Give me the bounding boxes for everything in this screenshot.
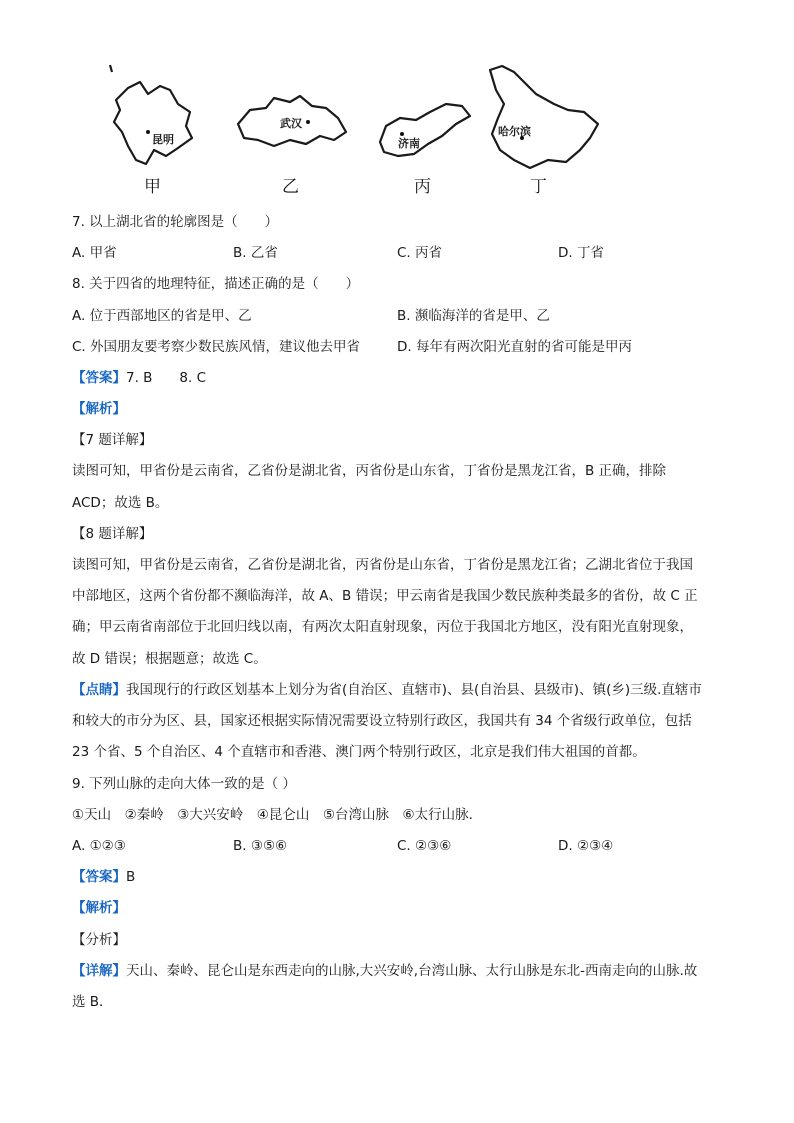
map-jia <box>98 60 202 180</box>
answer-9 <box>72 868 135 886</box>
detail9-first-line <box>72 962 697 980</box>
detail8-heading: 【8 题详解】 <box>72 526 153 542</box>
detail9-text: 天山、秦岭、昆仑山是东西走向的山脉,大兴安岭,台湾山脉、太行山脉是东北-西南走向的山脉.故 <box>126 963 698 979</box>
answer-7-8 <box>72 369 206 387</box>
map-bing <box>376 96 476 166</box>
q9-option-a: A. ①②③ <box>72 838 126 854</box>
q9-stem: 9. 下列山脉的走向大体一致的是（ ） <box>72 776 296 792</box>
dianjing-tag: 【点睛】 <box>72 682 126 698</box>
q9-items: ①天山 ②秦岭 ③大兴安岭 ④昆仑山 ⑤台湾山脉 ⑥太行山脉． <box>72 807 483 823</box>
city-dot <box>400 132 404 136</box>
detail8-line: 读图可知，甲省份是云南省，乙省份是湖北省，丙省份是山东省，丁省份是黑龙江省；乙湖北省位于我国 <box>72 557 693 573</box>
map-yi <box>234 88 354 158</box>
q9-option-b: B. ③⑤⑥ <box>233 838 288 854</box>
answer-tag: 【答案】 <box>72 869 126 885</box>
detail9-line: 选 B． <box>72 994 113 1010</box>
city-label: 济南 <box>398 137 420 150</box>
q9-option-c: C. ②③⑥ <box>397 838 452 854</box>
q7-option-b: B. 乙省 <box>233 245 278 261</box>
dianjing-text: 我国现行的行政区划基本上划分为省(自治区、直辖市)、县(自治县、县级市)、镇(乡)三级.直辖市 <box>126 682 702 698</box>
analysis-tag: 【解析】 <box>72 900 126 916</box>
answer-tag: 【答案】 <box>72 370 126 386</box>
map-label-yi: 乙 <box>282 177 299 197</box>
q8-option-a: A. 位于西部地区的省是甲、乙 <box>72 308 252 324</box>
q7-stem: 7. 以上湖北省的轮廓图是（ ） <box>72 214 279 230</box>
fenxi-heading: 【分析】 <box>72 932 126 948</box>
dianjing-first-line <box>72 681 702 699</box>
detail7-heading: 【7 题详解】 <box>72 432 153 448</box>
analysis-tag: 【解析】 <box>72 401 126 417</box>
q8-option-b: B. 濒临海洋的省是甲、乙 <box>397 308 550 324</box>
detail8-line: 中部地区，这两个省份都不濒临海洋，故 A、B 错误；甲云南省是我国少数民族种类最多的省份，故 C 正 <box>72 588 698 604</box>
q7-option-d: D. 丁省 <box>558 245 604 261</box>
city-label: 昆明 <box>152 133 174 146</box>
map-label-jia: 甲 <box>144 177 161 197</box>
detail7-line: ACD；故选 B。 <box>72 495 169 511</box>
dianjing-line: 和较大的市分为区、县，国家还根据实际情况需要设立特别行政区，我国共有 34 个省级行政单位，包括 <box>72 713 692 729</box>
map-ding <box>484 64 608 174</box>
q8-stem: 8. 关于四省的地理特征，描述正确的是（ ） <box>72 276 360 292</box>
answer-text: 7. B 8. C <box>126 370 207 386</box>
q7-option-a: A. 甲省 <box>72 245 117 261</box>
map-label-ding: 丁 <box>530 177 547 197</box>
detail8-line: 故 D 错误；根据题意；故选 C。 <box>72 651 267 667</box>
analysis-heading <box>72 400 126 418</box>
analysis9-heading <box>72 899 126 917</box>
shandong-outline <box>376 96 476 166</box>
city-dot <box>146 130 150 134</box>
answer-text: B <box>126 869 136 885</box>
heilongjiang-outline <box>484 64 608 174</box>
province-maps <box>96 60 616 200</box>
detail9-tag: 【详解】 <box>72 963 126 979</box>
q9-option-d: D. ②③④ <box>558 838 614 854</box>
q7-option-c: C. 丙省 <box>397 245 443 261</box>
yunnan-outline <box>98 60 202 180</box>
detail8-line: 确；甲云南省南部位于北回归线以南，有两次太阳直射现象，丙位于我国北方地区，没有阳光直射现象， <box>72 619 693 635</box>
dianjing-line: 23 个省、5 个自治区、4 个直辖市和香港、澳门两个特别行政区，北京是我们伟大祖国的首都。 <box>72 744 646 760</box>
city-label: 哈尔滨 <box>498 125 531 138</box>
city-dot <box>306 120 310 124</box>
q8-option-d: D. 每年有两次阳光直射的省可能是甲丙 <box>397 339 632 355</box>
q8-option-c: C. 外国朋友要考察少数民族风情，建议他去甲省 <box>72 339 361 355</box>
city-label: 武汉 <box>280 117 302 130</box>
detail7-line: 读图可知，甲省份是云南省，乙省份是湖北省，丙省份是山东省，丁省份是黑龙江省，B 正确，排除 <box>72 463 667 479</box>
map-label-bing: 丙 <box>414 177 431 197</box>
